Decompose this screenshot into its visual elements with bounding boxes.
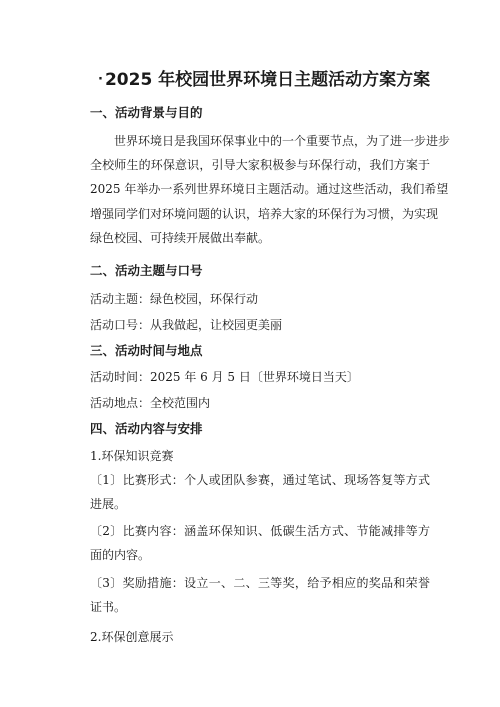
paragraph-line: 全校师生的环保意识，引导大家积极参与环保行动，我们方案于 — [90, 158, 430, 173]
section-heading-time-place: 三、活动时间与地点 — [90, 343, 203, 358]
title-mark: · — [98, 72, 103, 87]
paragraph-line: 面的内容。 — [90, 548, 151, 563]
paragraph-line: 〔1〕比赛形式：个人或团队参赛，通过笔试、现场答复等方式 — [90, 473, 430, 487]
section-heading-content: 四、活动内容与安排 — [90, 421, 203, 436]
contest-reward-paragraph — [90, 571, 430, 619]
paragraph-line: 〔2〕比赛内容：涵盖环保知识、低碳生活方式、节能减排等方 — [90, 524, 430, 538]
activity-place: 活动地点：全校范围内 — [90, 396, 211, 410]
paragraph-line: 绿色校园、可持续开展做出奉献。 — [90, 230, 271, 245]
contest-form-paragraph — [90, 468, 430, 516]
document-title — [98, 68, 438, 92]
title-text: 2025 年校园世界环境日主题活动方案方案 — [104, 70, 431, 90]
paragraph-line: 增强同学们对环境问题的认识，培养大家的环保行为习惯，为实现 — [90, 206, 439, 221]
section-heading-theme: 二、活动主题与口号 — [90, 263, 203, 278]
item-title-knowledge-contest: 1.环保知识竞赛 — [90, 449, 174, 463]
activity-theme: 活动主题：绿色校园，环保行动 — [90, 292, 259, 306]
paragraph-line: 证书。 — [90, 600, 127, 615]
paragraph-line: 2025 年举办一系列世界环境日主题活动。通过这些活动，我们希望 — [90, 182, 449, 197]
contest-content-paragraph — [90, 519, 430, 567]
section-heading-background: 一、活动背景与目的 — [90, 105, 203, 120]
activity-slogan: 活动口号：从我做起，让校园更美丽 — [90, 318, 283, 332]
paragraph-line: 世界环境日是我国环保事业中的一个重要节点，为了进一步进步 — [114, 134, 451, 148]
background-paragraph — [90, 129, 451, 250]
paragraph-line: 〔3〕奖励措施：设立一、二、三等奖，给予相应的奖品和荣誉 — [90, 576, 430, 590]
paragraph-line: 进展。 — [90, 497, 127, 512]
item-title-creative-show: 2.环保创意展示 — [90, 630, 174, 644]
activity-time: 活动时间：2025 年 6 月 5 日〔世界环境日当天〕 — [90, 370, 359, 384]
